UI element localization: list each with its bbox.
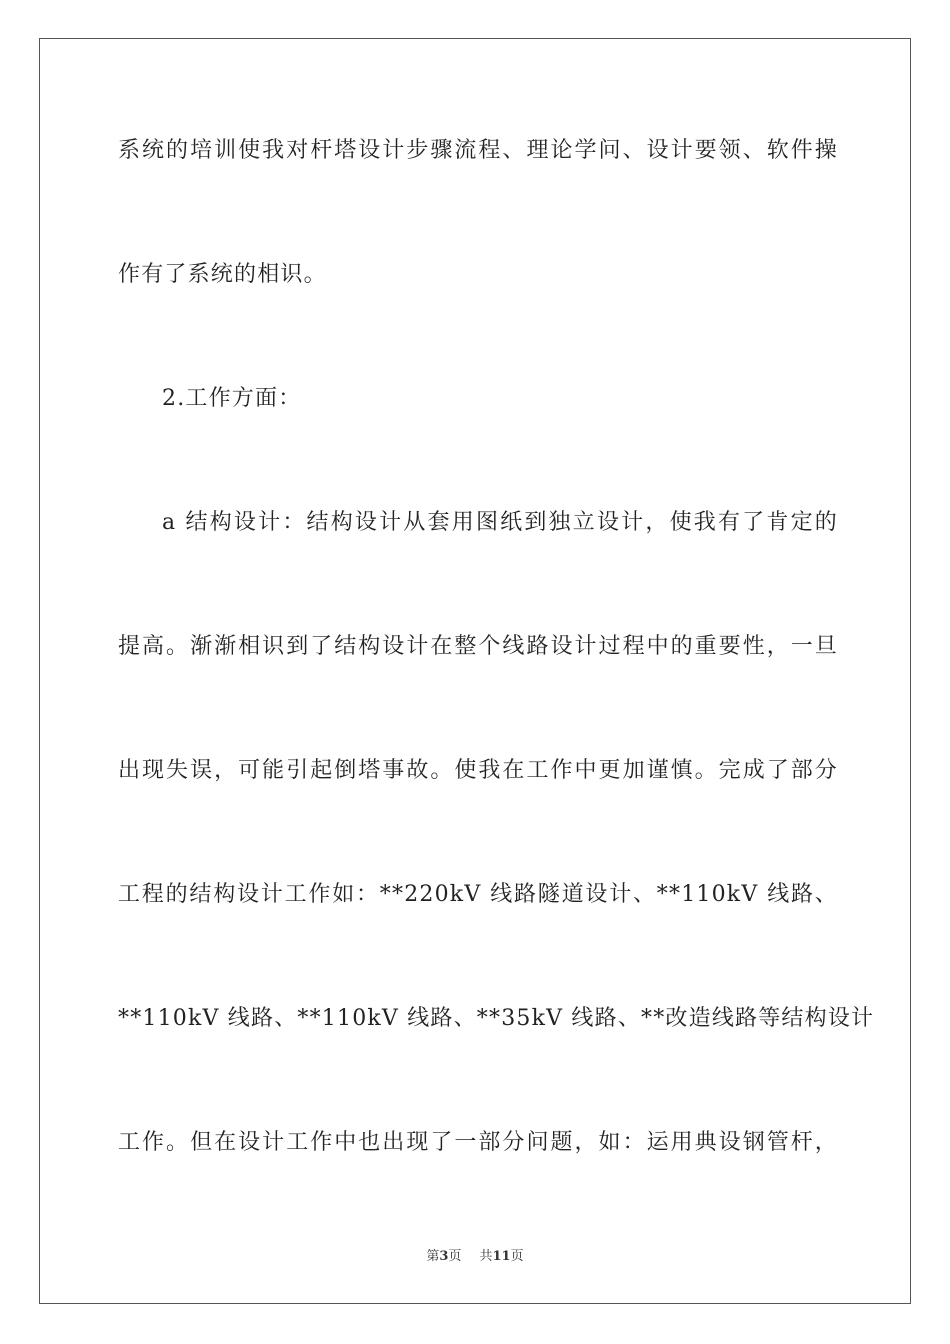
paragraph-line-4: 提高。渐渐相识到了结构设计在整个线路设计过程中的重要性，一旦 <box>118 634 838 659</box>
total-pages: 11 <box>492 1249 511 1264</box>
total-prefix: 共 <box>479 1249 493 1264</box>
page-prefix: 第 <box>426 1249 440 1264</box>
paragraph-line-8: 工作。但在设计工作中也出现了一部分问题，如：运用典设钢管杆， <box>118 1130 838 1155</box>
page-border <box>39 38 911 1304</box>
paragraph-line-3: a 结构设计：结构设计从套用图纸到独立设计，使我有了肯定的 <box>162 510 838 535</box>
page-footer <box>0 1248 950 1266</box>
page-suffix: 页 <box>448 1249 462 1264</box>
paragraph-line-2: 作有了系统的相识。 <box>118 262 327 287</box>
total-suffix: 页 <box>510 1249 524 1264</box>
paragraph-line-5: 出现失误，可能引起倒塔事故。使我在工作中更加谨慎。完成了部分 <box>118 758 838 783</box>
page-number: 3 <box>439 1249 449 1264</box>
paragraph-line-7: **110kV 线路、**110kV 线路、**35kV 线路、**改造线路等结构设计 <box>118 1006 875 1031</box>
section-heading: 2.工作方面： <box>162 386 302 411</box>
paragraph-line-6: 工程的结构设计工作如：**220kV 线路隧道设计、**110kV 线路、 <box>118 882 838 907</box>
paragraph-line-1: 系统的培训使我对杆塔设计步骤流程、理论学问、设计要领、软件操 <box>118 138 838 163</box>
